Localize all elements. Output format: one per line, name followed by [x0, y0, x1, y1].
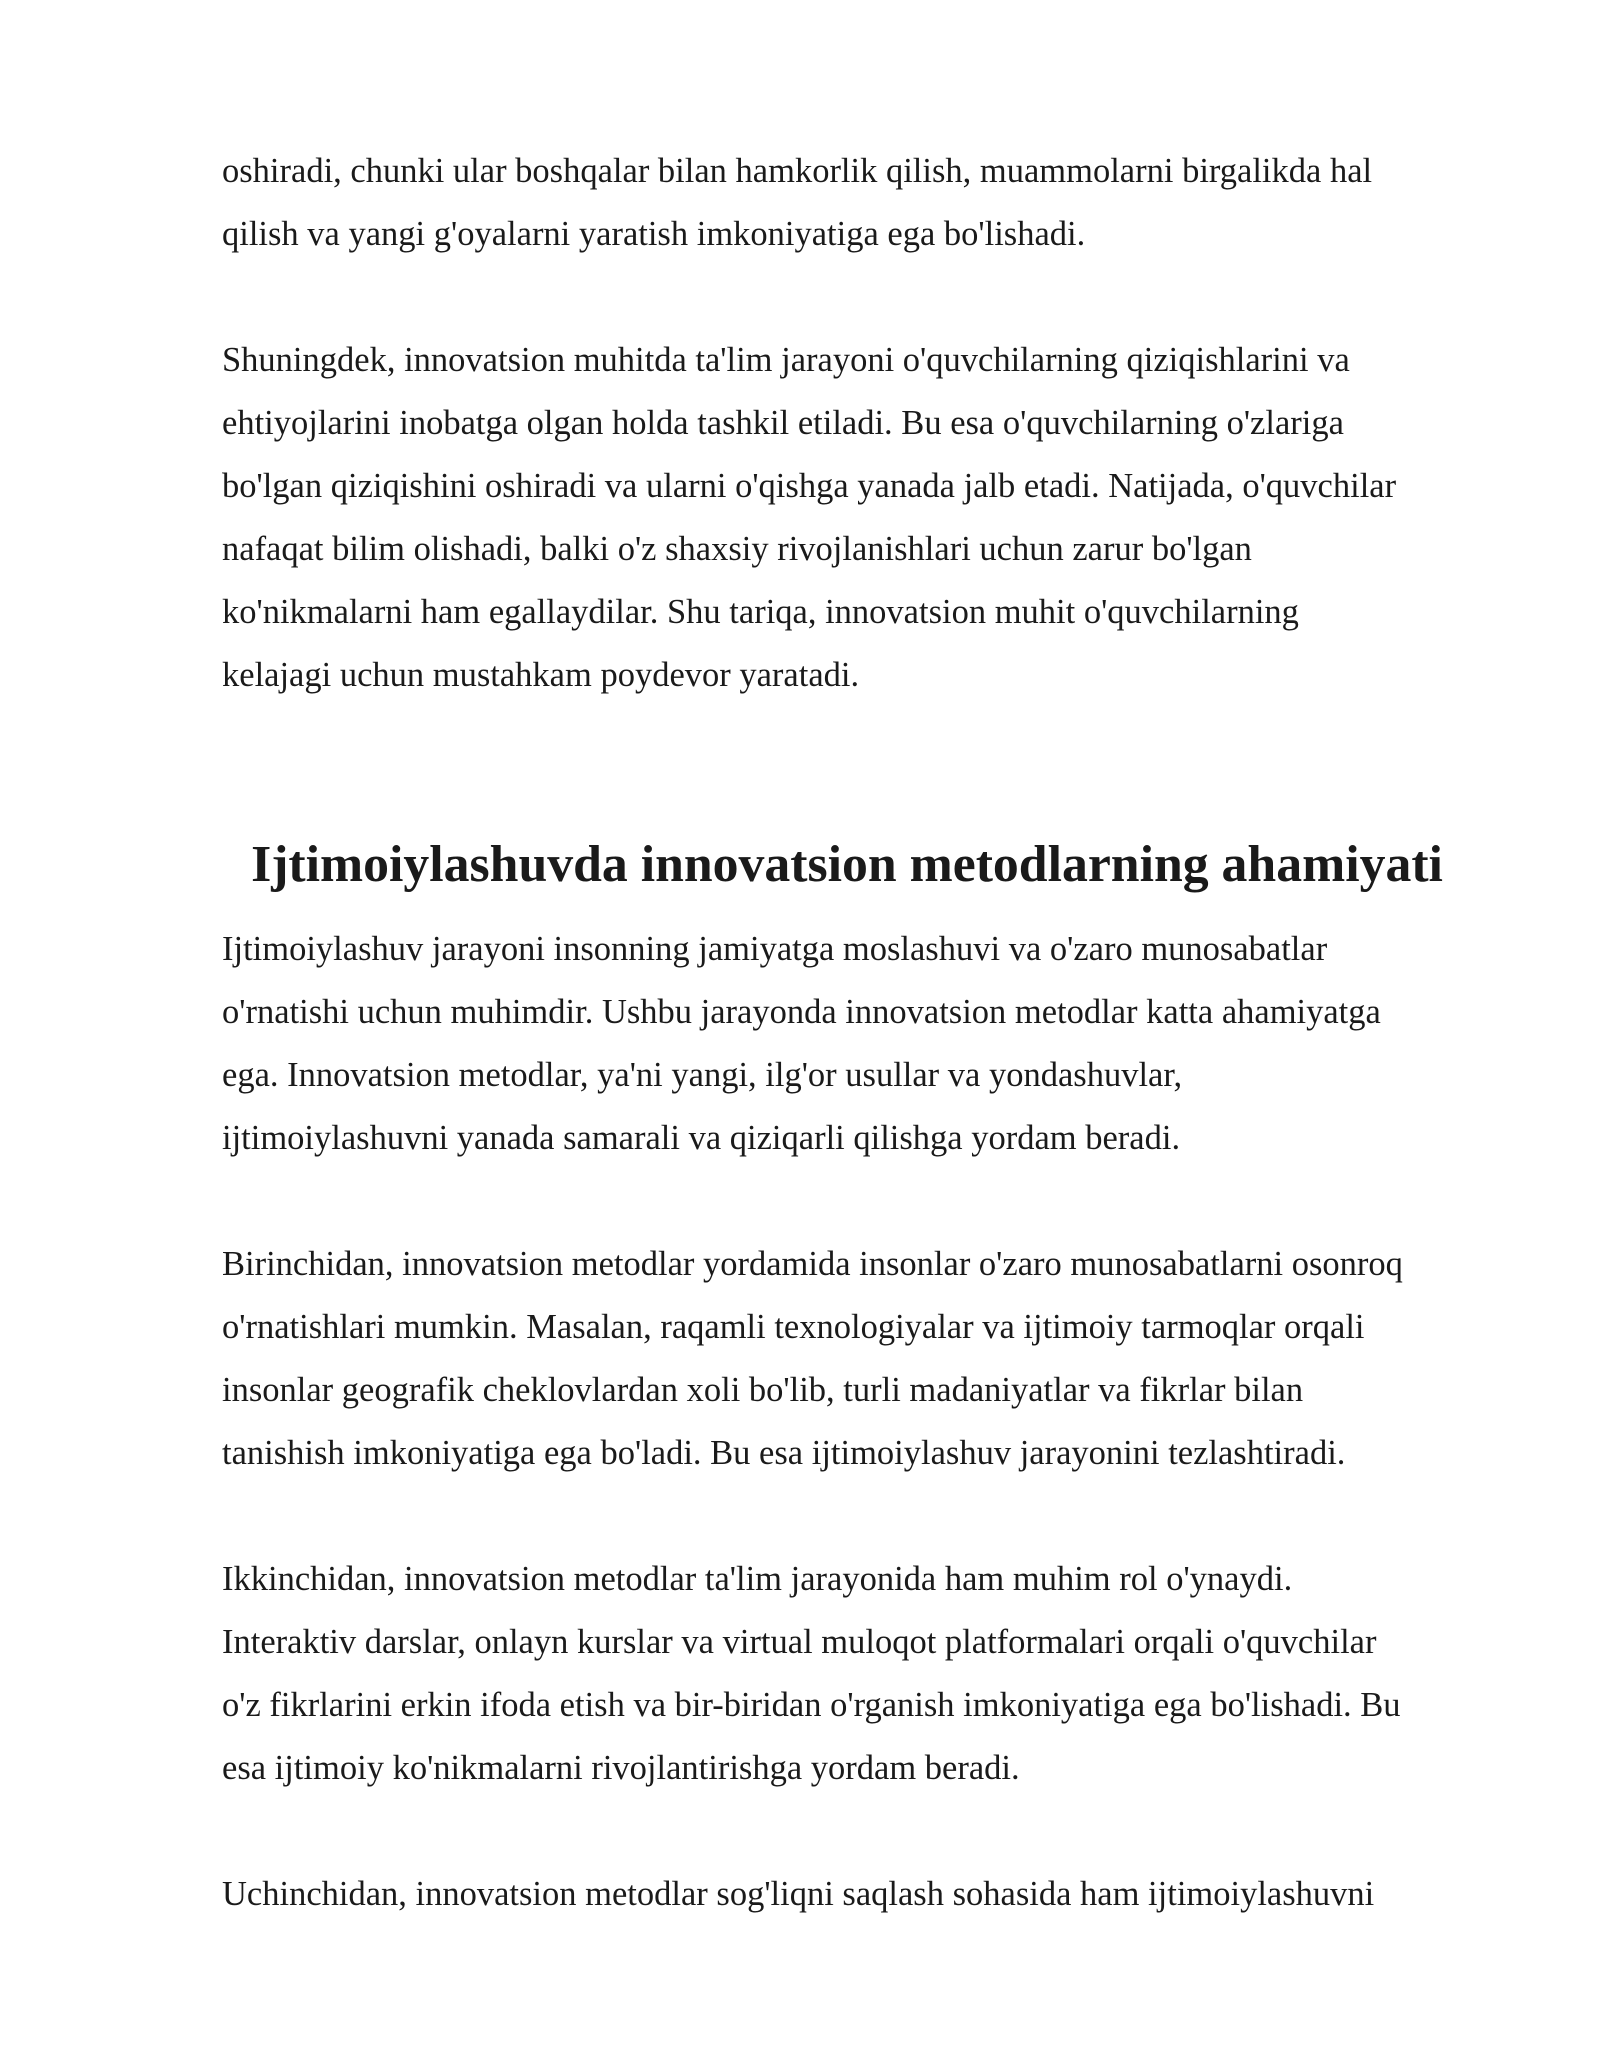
text-line: ijtimoiylashuvni yanada samarali va qiziqarli qilishga yordam beradi.	[222, 1119, 1181, 1157]
paragraph-spacer	[222, 1170, 1502, 1233]
text-line: ehtiyojlarini inobatga olgan holda tashkil etiladi. Bu esa o'quvchilarning o'zlariga	[222, 404, 1344, 442]
text-line: esa ijtimoiy ko'nikmalarni rivojlantirishga yordam beradi.	[222, 1749, 1020, 1787]
paragraph-spacer	[222, 1800, 1502, 1863]
text-line: tanishish imkoniyatiga ega bo'ladi. Bu esa ijtimoiylashuv jarayonini tezlashtiradi.	[222, 1434, 1346, 1472]
text-line: qilish va yangi g'oyalarni yaratish imkoniyatiga ega bo'lishadi.	[222, 215, 1086, 253]
text-line: o'rnatishi uchun muhimdir. Ushbu jarayonda innovatsion metodlar katta ahamiyatga	[222, 993, 1381, 1031]
paragraph-third-point	[222, 1863, 1502, 1926]
document-body	[222, 140, 1502, 1926]
text-line: ega. Innovatsion metodlar, ya'ni yangi, ilg'or usullar va yondashuvlar,	[222, 1056, 1183, 1094]
text-line: o'z fikrlarini erkin ifoda etish va bir-biridan o'rganish imkoniyatiga ega bo'lishadi. Bu	[222, 1686, 1401, 1724]
section-heading: Ijtimoiylashuvda innovatsion metodlarning ahamiyati	[251, 836, 1443, 893]
text-line: Ijtimoiylashuv jarayoni insonning jamiyatga moslashuvi va o'zaro munosabatlar	[222, 930, 1328, 968]
text-line: nafaqat bilim olishadi, balki o'z shaxsiy rivojlanishlari uchun zarur bo'lgan	[222, 530, 1252, 568]
paragraph-first-point	[222, 1233, 1502, 1485]
paragraph-innovative-environment	[222, 329, 1502, 707]
paragraph-spacer	[222, 1485, 1502, 1548]
text-line: o'rnatishlari mumkin. Masalan, raqamli texnologiyalar va ijtimoiy tarmoqlar orqali	[222, 1308, 1365, 1346]
text-line: bo'lgan qiziqishini oshiradi va ularni o'qishga yanada jalb etadi. Natijada, o'quvchilar	[222, 467, 1397, 505]
text-line: oshiradi, chunki ular boshqalar bilan hamkorlik qilish, muammolarni birgalikda hal	[222, 152, 1373, 190]
paragraph-spacer	[222, 266, 1502, 329]
text-line: Shuningdek, innovatsion muhitda ta'lim jarayoni o'quvchilarning qiziqishlarini va	[222, 341, 1350, 379]
paragraph-continuation	[222, 140, 1502, 266]
text-line: ko'nikmalarni ham egallaydilar. Shu tariqa, innovatsion muhit o'quvchilarning	[222, 593, 1299, 631]
text-line: Interaktiv darslar, onlayn kurslar va virtual muloqot platformalari orqali o'quvchilar	[222, 1623, 1377, 1661]
paragraph-socialization-intro	[222, 918, 1502, 1170]
paragraph-second-point	[222, 1548, 1502, 1800]
text-line: Uchinchidan, innovatsion metodlar sog'liqni saqlash sohasida ham ijtimoiylashuvni	[222, 1875, 1375, 1913]
section-spacer	[222, 707, 1502, 833]
text-line: Ikkinchidan, innovatsion metodlar ta'lim jarayonida ham muhim rol o'ynaydi.	[222, 1560, 1293, 1598]
text-line: kelajagi uchun mustahkam poydevor yaratadi.	[222, 656, 860, 694]
text-line: insonlar geografik cheklovlardan xoli bo'lib, turli madaniyatlar va fikrlar bilan	[222, 1371, 1304, 1409]
text-line: Birinchidan, innovatsion metodlar yordamida insonlar o'zaro munosabatlarni osonroq	[222, 1245, 1403, 1283]
